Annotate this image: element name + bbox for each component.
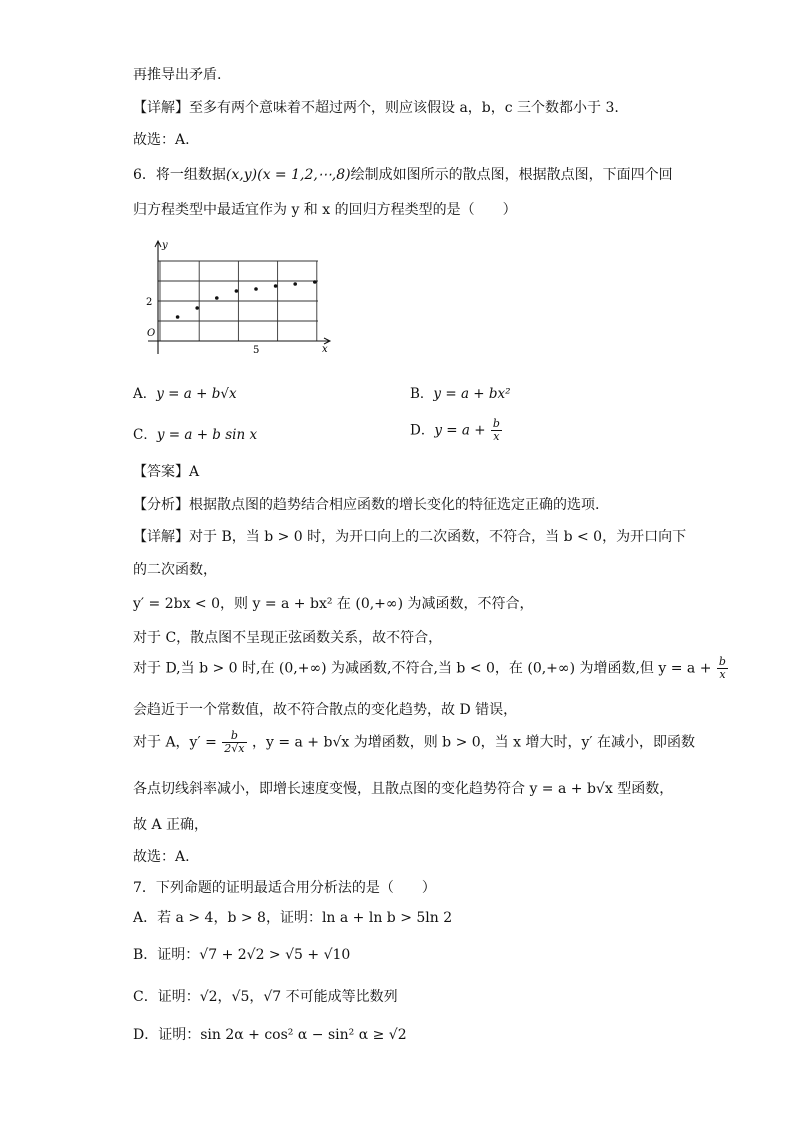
q6-stem-start: 6．将一组数据 <box>133 167 226 183</box>
detail-b-line-3: y′ = 2bx < 0，则 y = a + bx² 在 (0,+∞) 为减函数，不符合， <box>133 596 534 612</box>
detail-a-fraction <box>222 730 246 755</box>
option-d-fraction <box>491 418 502 443</box>
option-c-formula: y = a + b sin x <box>156 427 258 443</box>
answer-value: A <box>189 464 200 480</box>
origin-label: O <box>147 328 156 339</box>
analysis-tag: 【分析】 <box>133 497 189 513</box>
q6-stem-tail: 绘制成如图所示的散点图，根据散点图，下面四个回 <box>350 167 673 183</box>
scatter-point <box>195 306 199 310</box>
plot-grid <box>158 261 318 341</box>
option-b-label: B． <box>410 386 434 402</box>
detail-a-denominator: 2√x <box>224 742 245 755</box>
detail-a-line-1 <box>133 730 695 755</box>
y-tick-label: 2 <box>146 297 153 308</box>
option-d-formula-start: y = a + <box>434 422 486 439</box>
scatter-plot <box>140 236 340 361</box>
text-line-1: 再推导出矛盾. <box>133 67 222 83</box>
analysis-text: 根据散点图的趋势结合相应函数的增长变化的特征选定正确的选项. <box>189 497 600 513</box>
detail-text: 至多有两个意味着不超过两个，则应该假设 a，b，c 三个数都小于 3. <box>189 100 619 116</box>
detail-a-line-3: 故 A 正确， <box>133 817 209 833</box>
q7-option-a: A．若 a > 4，b > 8，证明：ln a + ln b > 5ln 2 <box>133 910 453 926</box>
answer-line <box>133 463 199 481</box>
detail-a-numerator: b <box>222 730 246 743</box>
q6-option-b <box>410 385 511 403</box>
option-a-formula: y = a + b√x <box>156 386 237 402</box>
detail-d-numerator: b <box>718 655 726 668</box>
q6-option-a <box>133 385 237 403</box>
option-a-label: A． <box>133 386 157 402</box>
option-d-denominator: x <box>493 430 500 443</box>
detail-b-line-2: 的二次函数， <box>133 562 217 578</box>
plot-points <box>176 280 317 319</box>
option-d-numerator: b <box>492 417 500 430</box>
q7-stem: 7．下列命题的证明最适合用分析法的是（ ） <box>133 880 436 896</box>
choose-line-2: 故选：A. <box>133 849 190 865</box>
answer-tag: 【答案】 <box>133 464 189 480</box>
q6-option-c <box>133 426 257 444</box>
option-b-formula: y = a + bx² <box>433 386 511 402</box>
scatter-point <box>235 289 239 293</box>
detail-d-line-2: 会趋近于一个常数值，故不符合散点的变化趋势，故 D 错误， <box>133 702 518 718</box>
scatter-point <box>215 296 219 300</box>
choose-line-1: 故选：A. <box>133 132 190 148</box>
scatter-point <box>254 287 258 291</box>
scatter-point <box>313 280 317 284</box>
scatter-point <box>274 284 278 288</box>
scatter-point <box>293 282 297 286</box>
scatter-point <box>176 315 180 319</box>
detail-a-text-end: ，y = a + b√x 为增函数，则 b > 0，当 x 增大时，y′ 在减小，即函数 <box>251 734 695 751</box>
option-d-label: D． <box>410 422 435 439</box>
detail-b-text-1: 对于 B，当 b > 0 时，为开口向上的二次函数，不符合，当 b < 0，为开口向下 <box>189 529 687 545</box>
q6-stem-line-1 <box>133 166 673 184</box>
detail-tag-2: 【详解】 <box>133 529 189 545</box>
analysis-line <box>133 496 599 514</box>
y-axis-label: y <box>162 240 168 251</box>
detail-d-line-1 <box>133 656 729 681</box>
x-axis-label: x <box>322 344 328 355</box>
q6-stem-math: (x,y)(x = 1,2,⋯,8) <box>225 167 351 183</box>
q7-option-c: C．证明：√2，√5，√7 不可能成等比数列 <box>133 989 398 1005</box>
detail-a-text-start: 对于 A，y′ = <box>133 734 217 751</box>
detail-d-fraction <box>717 656 728 681</box>
detail-line <box>133 99 619 117</box>
detail-d-denominator: x <box>719 668 726 681</box>
detail-b-line-1 <box>133 528 686 546</box>
q6-stem-line-2: 归方程类型中最适宜作为 y 和 x 的回归方程类型的是（ ） <box>133 202 517 218</box>
x-tick-label: 5 <box>253 345 260 356</box>
option-c-label: C． <box>133 427 157 443</box>
detail-tag: 【详解】 <box>133 100 189 116</box>
detail-d-text: 对于 D,当 b > 0 时,在 (0,+∞) 为减函数,不符合,当 b < 0，在 (0,+∞) 为增函数,但 y = a + <box>133 660 712 677</box>
detail-c-line: 对于 C，散点图不呈现正弦函数关系，故不符合， <box>133 630 443 646</box>
detail-a-line-2: 各点切线斜率减小，即增长速度变慢，且散点图的变化趋势符合 y = a + b√x 型函数， <box>133 781 674 797</box>
plot-axes <box>148 241 330 354</box>
q6-option-d <box>410 418 503 443</box>
q7-option-b: B．证明：√7 + 2√2 > √5 + √10 <box>133 947 351 963</box>
q7-option-d: D．证明：sin 2α + cos² α − sin² α ≥ √2 <box>133 1027 407 1043</box>
